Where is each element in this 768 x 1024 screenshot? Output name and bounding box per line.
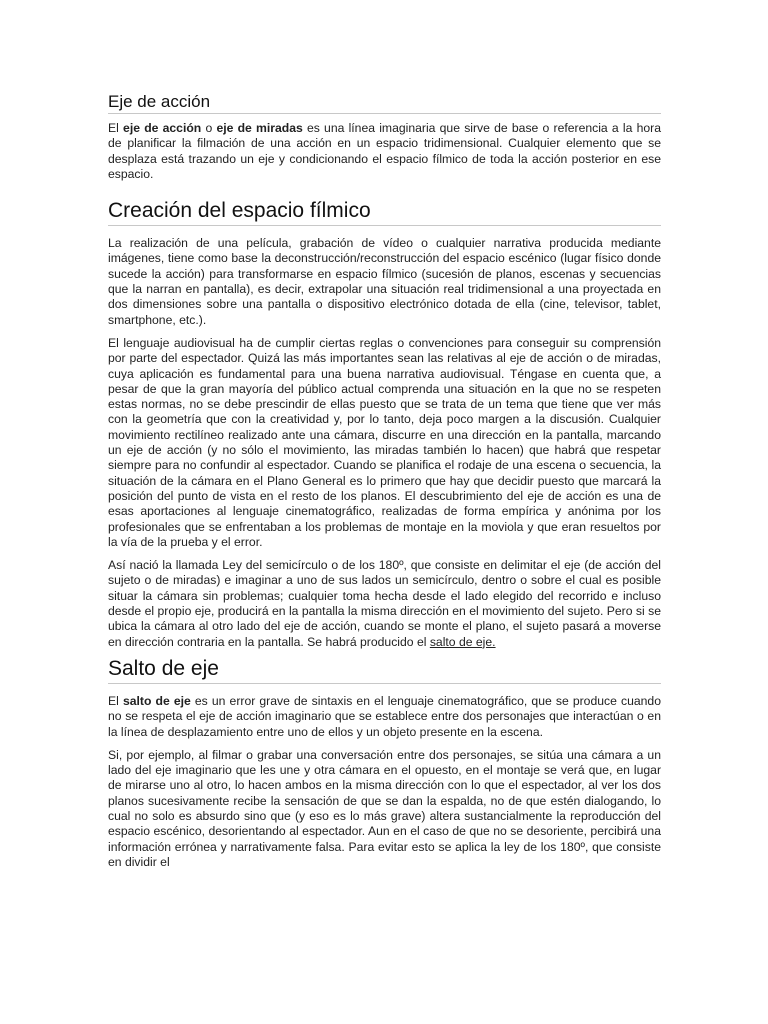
paragraph-salto-de-eje-2 [108,748,661,870]
salto-de-eje-link[interactable]: salto de eje. [429,634,496,649]
paragraph-espacio-filmico-1 [108,236,661,328]
text-span: es una línea imaginaria que sirve de base o referencia a la hora de planificar la filmación de una acción en un espacio tridimensional. Cualquier elemento que se desplaza está trazando un eje y condicionando el espacio fílmico de toda la acción posterior en ese espacio. [108,121,661,181]
paragraph-espacio-filmico-2 [108,336,661,550]
bold-term: eje de acción [123,121,202,135]
bold-term: eje de miradas [216,121,303,135]
section-heading-salto-de-eje: Salto de eje [108,656,661,684]
section-heading-espacio-filmico: Creación del espacio fílmico [108,198,661,226]
document-body [108,91,661,870]
text-span: El [108,693,123,708]
text-span: Así nació la llamada Ley del semicírculo o de los 180º, que consiste en delimitar el eje (de acción del sujeto o de miradas) e imaginar a uno de sus lados un semicírculo, dentro o sobre el cual es posible situar la cámara sin problemas; cualquier toma hecha desde el lado elegido del recorrido e incluso desde el propio eje, producirá en la pantalla la misma dirección en el movimiento del sujeto. Pero si se ubica la cámara al otro lado del eje de acción, cuando se monte el plano, el sujeto pasará a moverse en dirección contraria en la pantalla. Se habrá producido el [108,558,661,649]
text-span: El lenguaje audiovisual ha de cumplir ciertas reglas o convenciones para conseguir su comprensión por parte del espectador. Quizá las más importantes sean las relativas al eje de acción o de miradas, cuya aplicación es fundamental para una buena narrativa audiovisual. Téngase en cuenta que, a pesar de que la gran mayoría del público actual comprenda una situación en la que no se respeten estas normas, no se debe prescindir de ellas puesto que se trata de un tema que tiene que ver más con la geometría que con la creatividad y, por lo tanto, deja poco margen a la discusión. Cualquier movimiento rectilíneo realizado ante una cámara, discurre en una dirección en la pantalla, marcando un eje de acción (y no sólo el movimiento, las miradas también lo hacen) que habrá que respetar siempre para no confundir al espectador. Cuando se planifica el rodaje de una escena o secuencia, la situación de la cámara en el Plano General es lo primero que hay que decidir puesto que marcará la posición del punto de vista en el resto de los planos. El descubrimiento del eje de acción es una de esas aportaciones al lenguaje cinematográfico, realizadas de forma empírica y anónima por los profesionales que se enfrentaban a los problemas de montaje en la moviola y que eran resueltos por la vía de la prueba y el error. [108,335,661,549]
text-span: o [201,121,217,135]
text-span: La realización de una película, grabación de vídeo o cualquier narrativa producida mediante imágenes, tiene como base la deconstrucción/reconstrucción del espacio escénico (lugar físico donde sucede la acción) para transformarse en espacio fílmico (sucesión de planos, escenas y secuencias que la narran en pantalla), es decir, extrapolar una situación real tridimensional a una proyectada en dos dimensiones sobre una pantalla o dispositivo electrónico dotada de ella (cine, televisor, tablet, smartphone, etc.). [108,236,661,327]
paragraph-salto-de-eje-1 [108,694,661,740]
text-span: Si, por ejemplo, al filmar o grabar una conversación entre dos personajes, se sitúa una cámara a un lado del eje imaginario que les une y otra cámara en el opuesto, en el montaje se verá que, en lugar de mirarse uno al otro, lo hacen ambos en la misma dirección con lo que el espectador, al ver los dos planos sucesivamente recibe la sensación de que se dan la espalda, no de que estén dialogando, lo cual no solo es absurdo sino que (y eso es lo más grave) altera sustancialmente la reproducción del espacio escénico, desorientando al espectador. Aun en el caso de que no se desoriente, percibirá una información errónea y narrativamente falsa. Para evitar esto se aplica la ley de los 180º, que consiste en dividir el [108,747,661,869]
paragraph-espacio-filmico-3 [108,558,661,650]
section-heading-eje-de-accion: Eje de acción [108,91,661,114]
text-span: El [108,121,124,135]
text-span: es un error grave de sintaxis en el lenguaje cinematográfico, que se produce cuando no se respeta el eje de acción imaginario que se establece entre dos personajes que interactúan o en la línea de desplazamiento entre uno de ellos y un objeto presente en la escena. [108,693,661,739]
bold-term: salto de eje [122,693,191,708]
paragraph-eje-de-accion [108,121,661,182]
